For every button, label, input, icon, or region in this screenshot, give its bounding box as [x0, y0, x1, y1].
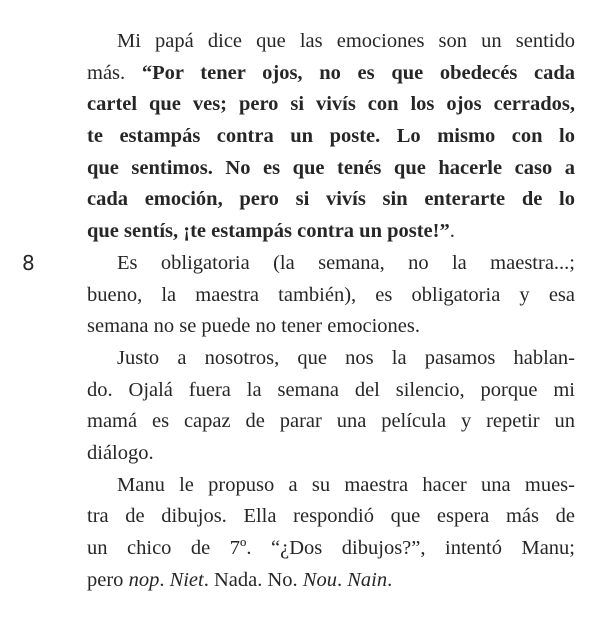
text-segment: diálogo.	[87, 441, 154, 464]
text-segment: . Nada. No.	[203, 568, 303, 591]
text-line	[87, 470, 575, 502]
body-text	[87, 26, 575, 596]
text-line	[87, 501, 575, 533]
text-line	[87, 406, 575, 438]
text-segment: más.	[87, 61, 142, 84]
text-line	[87, 438, 575, 470]
bold-text: que sentimos. No es que tenés que hacerle caso a	[87, 156, 575, 179]
bold-text: “Por tener ojos, no es que obedecés cada	[141, 61, 576, 84]
italic-text: Nain	[347, 568, 388, 591]
bold-text: que sentís, ¡te estampás contra un poste!”	[87, 220, 450, 243]
bold-text: cartel que ves; pero si vivís con los ojos cerrados,	[87, 93, 575, 116]
text-line	[87, 153, 575, 185]
text-line	[87, 216, 575, 248]
text-line	[87, 58, 575, 90]
text-line	[87, 375, 575, 407]
text-segment: .	[159, 568, 170, 591]
text-segment: un chico de 7º. “¿Dos dibujos?”, intentó Manu;	[87, 537, 575, 559]
text-line	[87, 311, 575, 343]
text-segment: bueno, la maestra también), es obligatoria y esa	[87, 283, 575, 306]
paragraph	[87, 470, 575, 597]
page-number: 8	[22, 251, 35, 275]
text-segment: .	[336, 568, 348, 591]
text-line	[87, 565, 575, 597]
paragraph	[87, 26, 575, 248]
text-segment: Es obligatoria (la semana, no la maestra...;	[117, 251, 575, 274]
text-segment: tra de dibujos. Ella respondió que espera más de	[87, 505, 575, 528]
text-line	[87, 280, 575, 312]
text-line	[87, 184, 575, 216]
text-segment: pero	[87, 568, 129, 591]
paragraph	[87, 248, 575, 343]
italic-text: nop	[128, 568, 160, 591]
text-line	[87, 533, 575, 565]
text-line	[87, 248, 575, 280]
italic-text: Nou	[302, 568, 337, 591]
italic-text: Niet	[169, 568, 204, 591]
text-line	[87, 121, 575, 153]
paragraph	[87, 343, 575, 470]
text-line	[87, 343, 575, 375]
text-line	[87, 26, 575, 58]
text-segment: .	[449, 220, 455, 243]
text-segment: semana no se puede no tener emociones.	[87, 315, 421, 338]
text-segment: Manu le propuso a su maestra hacer una mues-	[117, 473, 575, 496]
text-segment: mamá es capaz de parar una película y repetir un	[87, 410, 575, 433]
bold-text: te estampás contra un poste. Lo mismo con lo	[87, 125, 575, 148]
text-line	[87, 89, 575, 121]
text-segment: Mi papá dice que las emociones son un sentido	[117, 30, 575, 52]
text-segment: .	[387, 568, 393, 591]
bold-text: cada emoción, pero si vivís sin enterarte de lo	[87, 188, 575, 211]
text-segment: do. Ojalá fuera la semana del silencio, porque mi	[87, 378, 575, 401]
text-segment: Justo a nosotros, que nos la pasamos hablan-	[117, 346, 575, 369]
